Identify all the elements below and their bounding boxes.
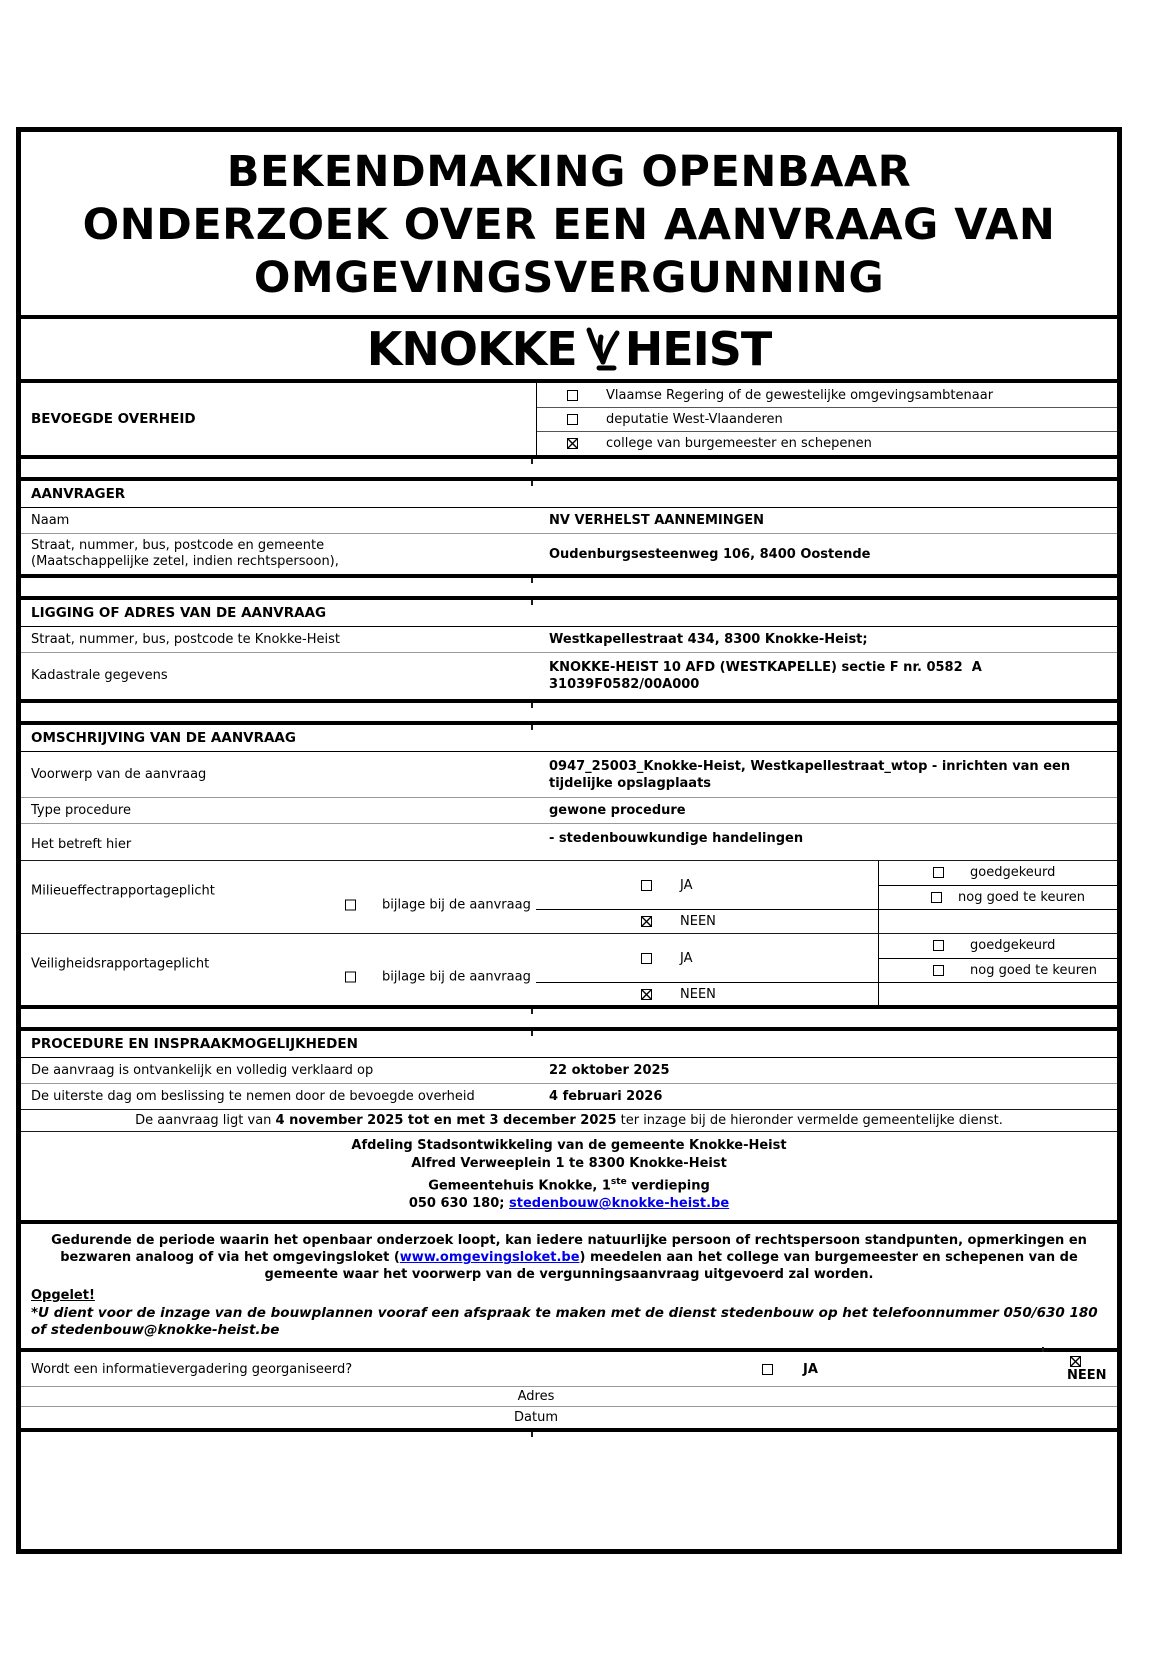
checkbox-deputatie (567, 414, 578, 425)
row-voorwerp (21, 752, 1117, 798)
checkbox-college (567, 438, 578, 449)
veiligheid-goedkeuring-spacer (879, 983, 1117, 1005)
row-ontvankelijk (21, 1058, 1117, 1084)
title-line-3: OMGEVINGSVERGUNNING (253, 253, 885, 303)
seagull-logo-icon (581, 326, 621, 372)
empty-remarks-box (21, 1428, 1117, 1549)
row-aanvrager-adres (21, 534, 1117, 574)
dienst-naam: Afdeling Stadsontwikkeling van de gemeente Knokke-Heist (351, 1138, 787, 1153)
bezwaar-paragraph (31, 1232, 1107, 1283)
logo-text-right: HEIST (624, 322, 772, 376)
veiligheid-goedgekeurd-label: goedgekeurd (970, 938, 1056, 954)
checkbox-veiligheid-bijlage (345, 972, 356, 983)
row-terinzage (21, 1110, 1117, 1132)
ontvankelijk-label: De aanvraag is ontvankelijk en volledig verklaard op (31, 1062, 374, 1078)
milieu-ja-row (536, 861, 878, 910)
terinzage-dates: 4 november 2025 tot en met 3 december 2025 (275, 1113, 617, 1128)
aanvrager-adres-value: Oudenburgsesteenweg 106, 8400 Oostende (549, 546, 871, 562)
milieu-nog-label: nog goed te keuren (958, 889, 1085, 905)
kadaster-value-line1: KNOKKE-HEIST 10 AFD (WESTKAPELLE) sectie F nr. 0582 A (549, 660, 982, 675)
milieu-neen-row (536, 910, 878, 933)
veiligheid-goedkeuring (878, 934, 1117, 1005)
dienst-locatie-post: verdieping (626, 1178, 710, 1194)
betreft-value: - stedenbouwkundige handelingen (549, 831, 804, 846)
type-procedure-value: gewone procedure (549, 803, 686, 818)
milieu-left (21, 861, 536, 933)
terinzage-prefix: De aanvraag ligt van (135, 1113, 276, 1128)
terinzage-sentence (135, 1113, 1003, 1128)
dienst-email-link[interactable]: stedenbouw@knokke-heist.be (509, 1196, 730, 1212)
title-line-2: ONDERZOEK OVER EEN AANVRAAG VAN (82, 200, 1056, 250)
checkbox-info-ja (762, 1364, 773, 1375)
row-milieueffectrapportage (21, 861, 1117, 933)
dienst-locatie (21, 1173, 1117, 1195)
dienst-contact (21, 1195, 1117, 1213)
adres-label: Adres (517, 1389, 555, 1405)
veiligheid-ja-label: JA (680, 950, 693, 966)
logo-text-left: KNOKKE (366, 322, 577, 376)
row-ligging-straat (21, 627, 1117, 653)
opgelet-label: Opgelet! (31, 1288, 95, 1304)
section-bevoegde-overheid (21, 379, 1117, 455)
bezwaar-block (21, 1220, 1117, 1348)
milieu-bijlage-label: bijlage bij de aanvraag (382, 897, 531, 913)
row-kadaster (21, 653, 1117, 699)
naam-value: NV VERHELST AANNEMINGEN (549, 513, 765, 528)
kadaster-value (536, 655, 1117, 697)
gemeentelijke-dienst-block (21, 1132, 1117, 1220)
informatievergadering-neen (1042, 1356, 1117, 1383)
ontvankelijk-value: 22 oktober 2025 (549, 1063, 670, 1078)
dienst-locatie-sup: ste (610, 1177, 627, 1187)
veiligheid-bijlage (345, 970, 531, 985)
veiligheid-left (21, 934, 536, 1005)
milieu-goedkeuring (878, 861, 1117, 933)
dienst-telefoon: 050 630 180; (408, 1196, 509, 1212)
row-naam (21, 508, 1117, 534)
checkbox-info-neen (1070, 1356, 1081, 1367)
option-deputatie-label: deputatie West-Vlaanderen (606, 412, 783, 427)
voorwerp-value: 0947_25003_Knokke-Heist, Westkapellestraat_wtop - inrichten van een tijdelijke opslagplaats (549, 758, 1071, 791)
uiterste-dag-value: 4 februari 2026 (549, 1089, 663, 1104)
type-procedure-label: Type procedure (31, 802, 131, 818)
checkbox-milieu-ja (641, 880, 652, 891)
kadaster-label: Kadastrale gegevens (31, 668, 168, 683)
uiterste-dag-label: De uiterste dag om beslissing te nemen door de bevoegde overheid (31, 1088, 475, 1104)
checkbox-veiligheid-goedgekeurd (933, 940, 944, 951)
row-informatievergadering (21, 1348, 1117, 1386)
veiligheid-ja-neen (536, 934, 878, 1005)
checkbox-veiligheid-neen (641, 989, 652, 1000)
bezwaar-text-1: Gedurende de periode waarin het openbaar onderzoek loopt, kan iedere natuurlijke persoon of rechtspersoon standpunten, opmerkingen en bezwaren analoog of via het omgevingsloket ( (51, 1233, 1087, 1266)
option-deputatie (537, 407, 1117, 431)
bezwaar-text-2: ) meedelen aan het college van burgemeester en schepenen van de gemeente waar het voorwerp van de vergunningsaanvraag uitgevoerd zal worden. (264, 1250, 1078, 1283)
informatievergadering-ja (762, 1362, 1042, 1377)
dienst-locatie-pre: Gemeentehuis Knokke, 1 (428, 1178, 611, 1194)
terinzage-suffix: ter inzage bij de hieronder vermelde gemeentelijke dienst. (616, 1113, 1003, 1128)
veiligheid-nog-label: nog goed te keuren (970, 962, 1097, 978)
veiligheid-nog-row (879, 959, 1117, 984)
section-header-aanvrager: AANVRAGER (21, 481, 1117, 508)
section-divider (21, 455, 1117, 481)
milieu-goedgekeurd-label: goedgekeurd (970, 865, 1056, 881)
bekendmaking-form (16, 127, 1122, 1554)
veiligheid-label: Veiligheidsrapportageplicht (31, 956, 210, 972)
checkbox-vlaamse-regering (567, 390, 578, 401)
checkbox-veiligheid-ja (641, 953, 652, 964)
option-college (537, 431, 1117, 455)
row-veiligheidsrapportage (21, 933, 1117, 1005)
option-vlaamse-regering-label: Vlaamse Regering of de gewestelijke omgevingsambtenaar (606, 387, 994, 403)
milieu-ja-neen (536, 861, 878, 933)
info-neen-label: NEEN (1067, 1367, 1107, 1383)
row-adres (21, 1386, 1117, 1407)
section-divider (21, 1005, 1117, 1031)
naam-label: Naam (31, 512, 70, 528)
dienst-adres: Alfred Verweeplein 1 te 8300 Knokke-Heist (411, 1156, 727, 1171)
aanvrager-adres-label-line1: Straat, nummer, bus, postcode en gemeente (31, 538, 325, 553)
milieu-goedkeuring-spacer (879, 910, 1117, 933)
document-title (21, 132, 1117, 315)
afspraak-note: *U dient voor de inzage van de bouwplannen vooraf een afspraak te maken met de dienst stedenbouw op het telefoonnummer 050/630 180 of stedenbouw@knokke-heist.be (31, 1305, 1098, 1339)
section-header-procedure: PROCEDURE EN INSPRAAKMOGELIJKHEDEN (21, 1031, 1117, 1058)
checkbox-milieu-bijlage (345, 899, 356, 910)
bevoegde-overheid-label: BEVOEGDE OVERHEID (31, 411, 196, 427)
veiligheid-neen-label: NEEN (680, 986, 716, 1002)
veiligheid-bijlage-label: bijlage bij de aanvraag (382, 969, 531, 985)
row-type-procedure (21, 798, 1117, 824)
municipality-logo (21, 315, 1117, 379)
row-uiterste-dag (21, 1084, 1117, 1110)
betreft-label: Het betreft hier (31, 837, 132, 852)
veiligheid-neen-row (536, 983, 878, 1005)
ligging-straat-value: Westkapellestraat 434, 8300 Knokke-Heist; (549, 632, 868, 647)
ligging-straat-label: Straat, nummer, bus, postcode te Knokke-Heist (31, 631, 340, 647)
section-header-omschrijving: OMSCHRIJVING VAN DE AANVRAAG (21, 725, 1117, 752)
milieu-label: Milieueffectrapportageplicht (31, 883, 215, 899)
checkbox-milieu-goedgekeurd (933, 867, 944, 878)
kadaster-value-line2: 31039F0582/00A000 (549, 677, 700, 692)
milieu-bijlage (345, 897, 531, 912)
section-divider (21, 574, 1117, 600)
milieu-neen-label: NEEN (680, 914, 716, 929)
voorwerp-label: Voorwerp van de aanvraag (31, 766, 207, 782)
milieu-goedgekeurd-row (879, 861, 1117, 886)
veiligheid-ja-row (536, 934, 878, 983)
checkbox-veiligheid-nog (933, 965, 944, 976)
row-betreft (21, 824, 1117, 861)
veiligheid-goedgekeurd-row (879, 934, 1117, 959)
info-ja-label: JA (803, 1361, 818, 1377)
section-divider (21, 699, 1117, 725)
omgevingsloket-link[interactable]: www.omgevingsloket.be (399, 1250, 580, 1266)
checkbox-milieu-nog (931, 892, 942, 903)
aanvrager-adres-label (21, 534, 536, 574)
option-college-label: college van burgemeester en schepenen (606, 436, 872, 451)
aanvrager-adres-label-line2: (Maatschappelijke zetel, indien rechtspersoon), (31, 554, 339, 569)
checkbox-milieu-neen (641, 916, 652, 927)
option-vlaamse-regering (537, 383, 1117, 407)
section-header-ligging: LIGGING OF ADRES VAN DE AANVRAAG (21, 600, 1117, 627)
title-line-1: BEKENDMAKING OPENBAAR (226, 147, 912, 197)
row-datum (21, 1407, 1117, 1428)
milieu-nog-row (879, 886, 1117, 911)
informatievergadering-vraag: Wordt een informatievergadering georganiseerd? (31, 1361, 353, 1377)
bevoegde-overheid-options (536, 383, 1117, 455)
datum-label: Datum (514, 1410, 558, 1426)
milieu-ja-label: JA (680, 877, 693, 893)
